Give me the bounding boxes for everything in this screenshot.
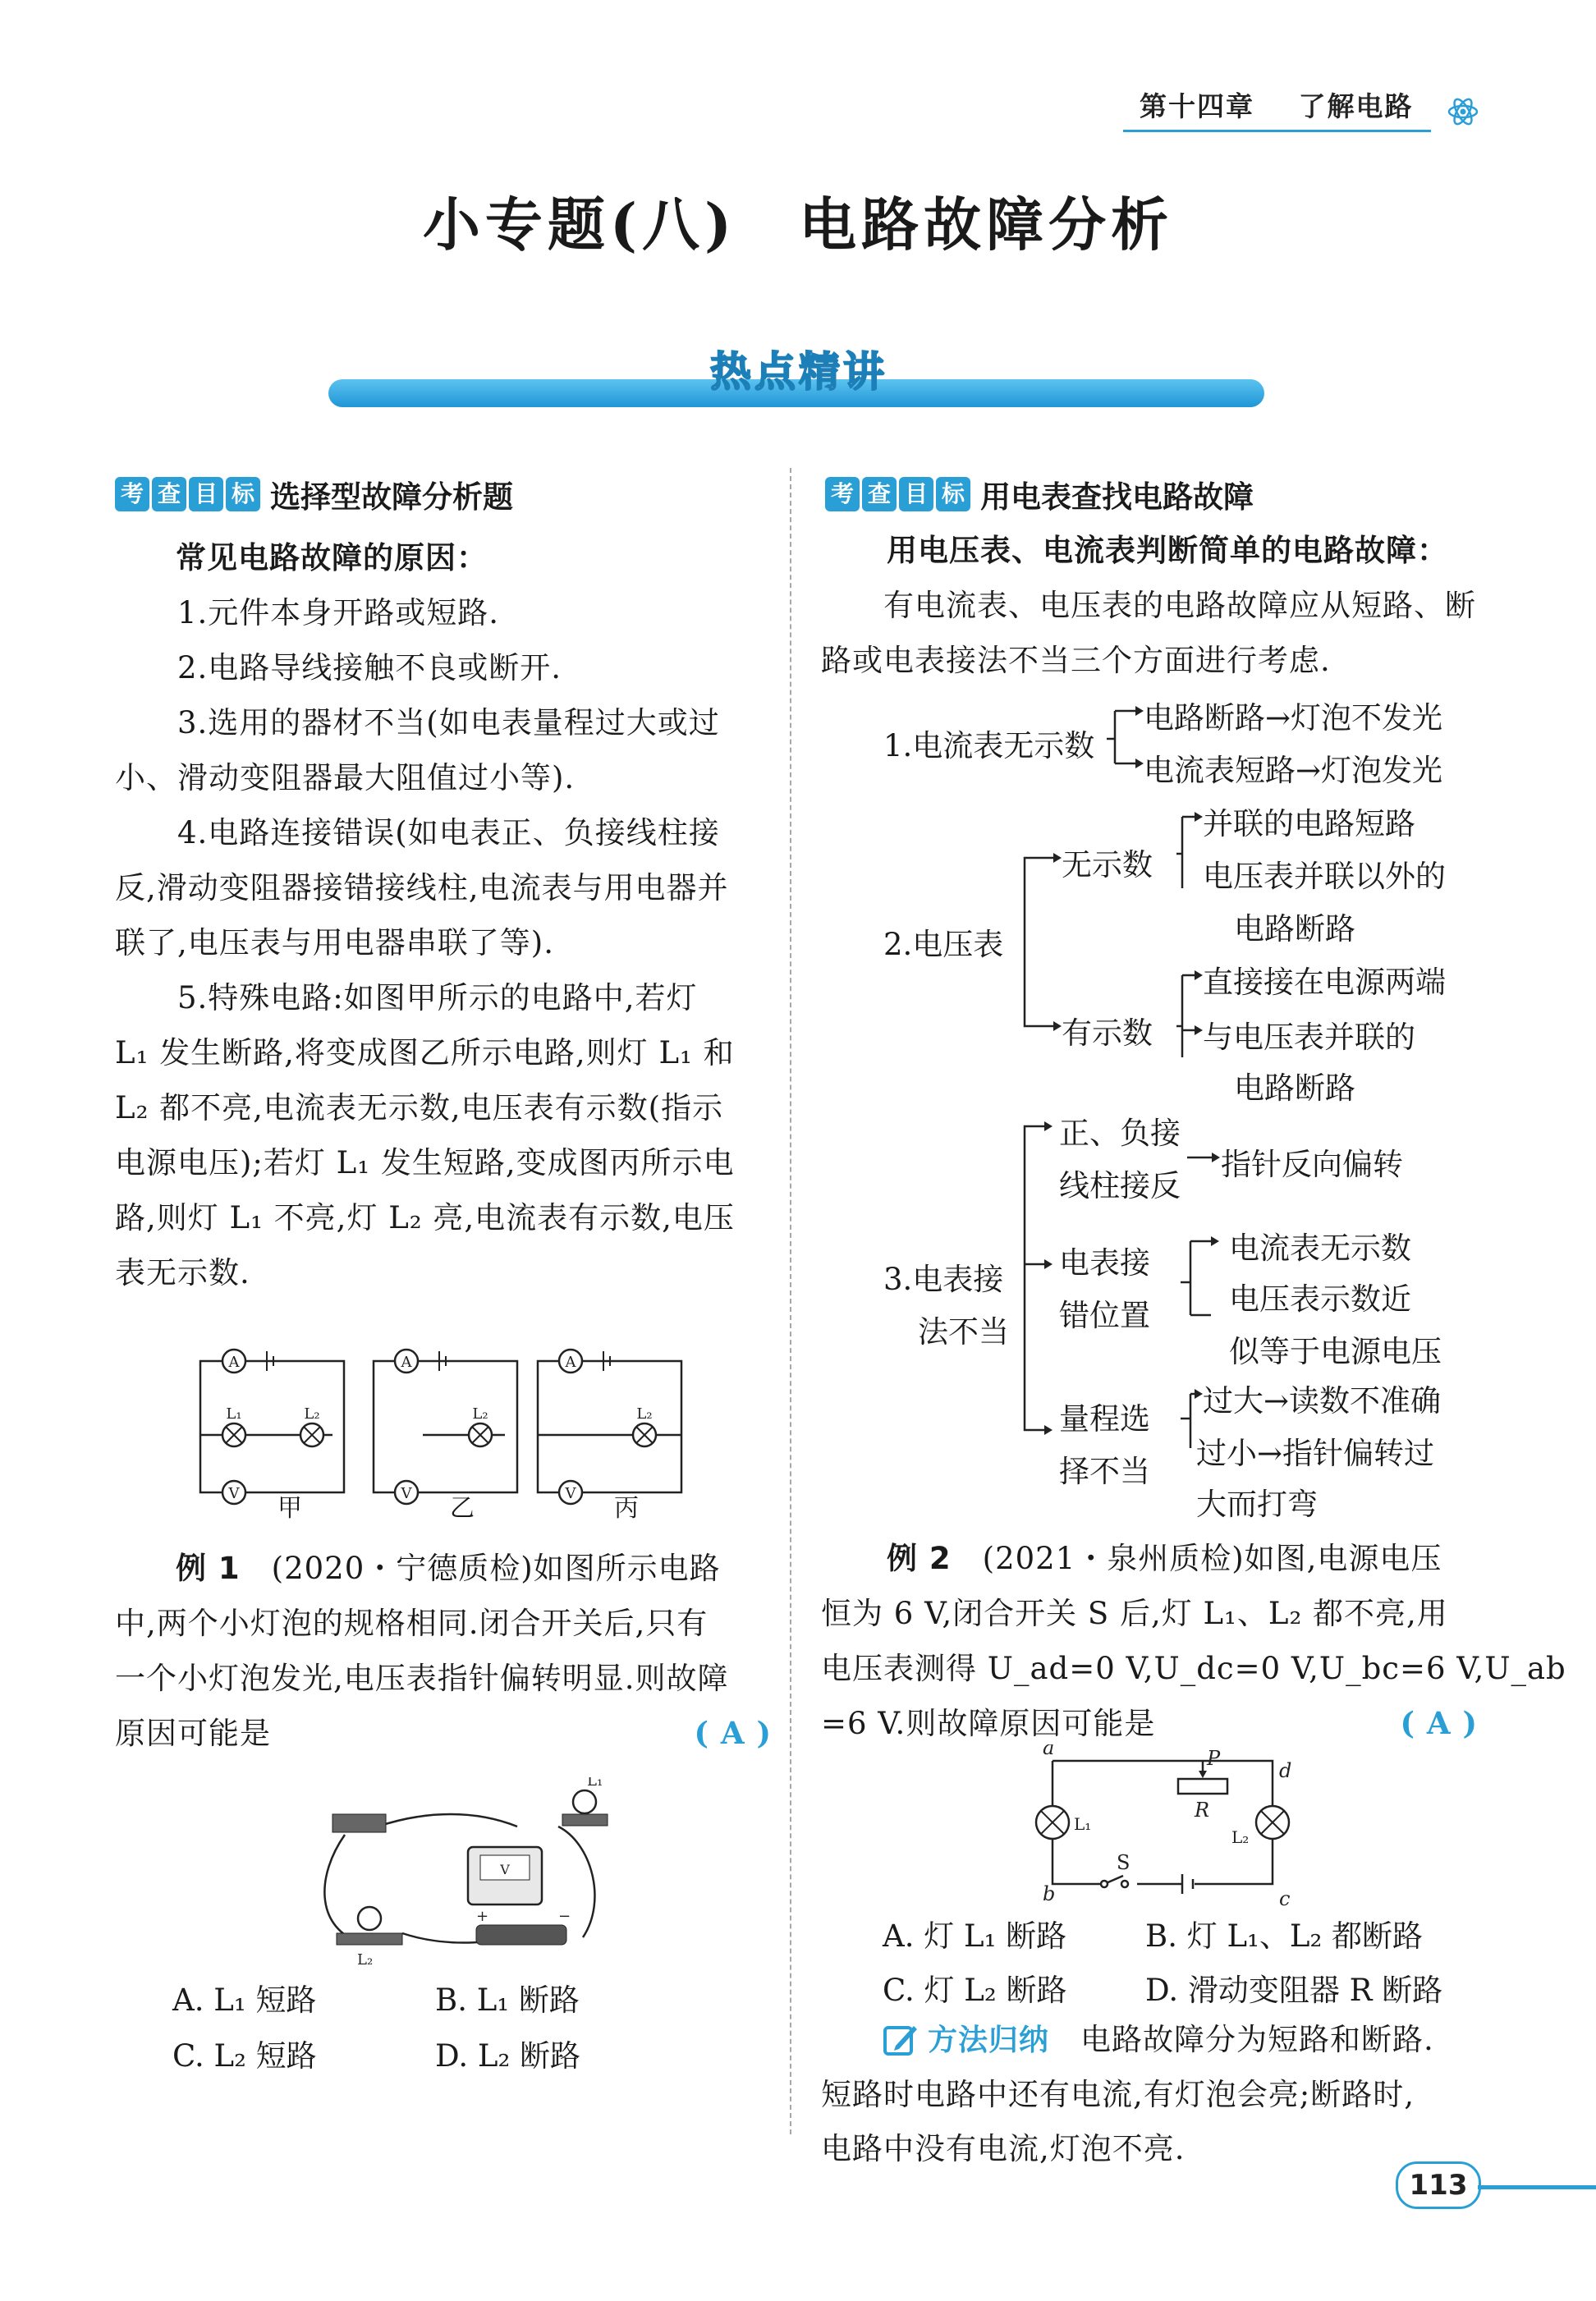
example-2-line: (2021・泉州质检)如图,电源电压 (982, 1541, 1442, 1576)
chapter-number: 第十四章 (1140, 90, 1254, 122)
body-line: 4.电路连接错误(如电表正、负接线柱接 (115, 815, 720, 850)
fig-label-jia: 甲 (277, 1494, 302, 1523)
method-line: 电路中没有电流,灯泡不亮. (821, 2131, 1186, 2166)
banner-label: 热点精讲 (710, 348, 887, 396)
example-1-apparatus-image (312, 1777, 616, 1969)
method-line: 电路故障分为短路和断路. (1080, 2022, 1434, 2057)
svg-text:L₂: L₂ (304, 1405, 320, 1423)
svg-text:L₁: L₁ (226, 1405, 242, 1423)
svg-text:A: A (228, 1354, 240, 1371)
tree-item-2b1: 直接接在电源两端 (1203, 965, 1446, 1000)
tree-item-1: 1.电流表无示数 (883, 728, 1095, 763)
body-line: 反,滑动变阻器接错接线柱,电流表与用电器并 (115, 870, 729, 905)
tree-item-3-cont: 法不当 (918, 1314, 1009, 1350)
tree-item-3: 3.电表接 (883, 1262, 1004, 1297)
body-line: L₂ 都不亮,电流表无示数,电压表有示数(指示 (115, 1090, 724, 1125)
tag-char: 查 (862, 477, 897, 511)
tree-item-2b3: 电路断路 (1234, 1070, 1355, 1106)
tree-item-2: 2.电压表 (883, 927, 1004, 962)
body-line: 5.特殊电路:如图甲所示的电路中,若灯 (115, 980, 698, 1015)
node-b-label: b (1043, 1882, 1056, 1905)
example-1 (115, 1541, 780, 1761)
svg-text:+: + (476, 1908, 489, 1925)
column-divider (790, 468, 791, 2134)
section-title-text: 用电表查找电路故障 (980, 479, 1254, 515)
atom-icon (1447, 95, 1479, 131)
chapter-title: 了解电路 (1298, 90, 1414, 122)
tag-char: 标 (936, 477, 970, 511)
right-heading: 用电压表、电流表判断简单的电路故障： (887, 533, 1448, 568)
body-line: 2.电路导线接触不良或断开. (115, 650, 562, 685)
tag-char: 查 (152, 477, 186, 511)
tree-item-3b-cont: 错位置 (1059, 1298, 1150, 1333)
example-2 (821, 1531, 1566, 1751)
tag-char: 目 (189, 477, 223, 511)
tag-badge (825, 477, 970, 511)
option-b: B. L₁ 断路 (435, 1982, 580, 2018)
rheostat-r-label: R (1195, 1799, 1210, 1822)
tag-char: 考 (825, 477, 860, 511)
switch-s-label: S (1117, 1851, 1130, 1874)
svg-text:V: V (228, 1485, 240, 1502)
example-2-label: 例 2 (887, 1541, 952, 1576)
left-section-title (115, 472, 513, 516)
tree-item-3c-cont: 择不当 (1059, 1454, 1150, 1489)
example-2-line: 电压表测得 U_ad=0 V,U_dc=0 V,U_bc=6 V,U_ab (821, 1651, 1566, 1686)
tree-item-1b: 电流表短路→灯泡发光 (1144, 753, 1443, 788)
tag-char: 标 (226, 477, 260, 511)
tree-item-2a2: 电压表并联以外的 (1203, 859, 1446, 894)
lamp-l2-label: L₂ (1231, 1827, 1250, 1847)
svg-text:L₂: L₂ (636, 1405, 653, 1423)
page-title: 小专题(八) 电路故障分析 (422, 190, 1174, 259)
tree-item-3c-r1: 过大→读数不准确 (1203, 1383, 1442, 1419)
svg-text:L₁: L₁ (587, 1777, 603, 1790)
node-d-label: d (1279, 1759, 1292, 1782)
svg-text:A: A (565, 1354, 576, 1371)
example-1-label: 例 1 (176, 1551, 241, 1586)
tree-item-3b: 电表接 (1059, 1245, 1150, 1281)
lamp-l1-label: L₁ (1074, 1814, 1092, 1834)
tree-item-3a: 正、负接 (1059, 1116, 1181, 1151)
tree-item-3b-r1: 电流表无示数 (1229, 1231, 1411, 1266)
intro-line: 路或电表接法不当三个方面进行考虑. (821, 643, 1331, 678)
svg-text:V: V (401, 1485, 412, 1502)
tree-item-2a: 无示数 (1062, 847, 1153, 882)
body-line: 联了,电压表与用电器串联了等). (115, 925, 554, 960)
tag-badge (115, 477, 260, 511)
tree-item-2b: 有示数 (1062, 1015, 1153, 1051)
section-title-text: 选择型故障分析题 (270, 479, 513, 515)
tree-item-3a-result: 指针反向偏转 (1221, 1147, 1403, 1182)
body-line: L₁ 发生断路,将变成图乙所示电路,则灯 L₁ 和 (115, 1035, 735, 1070)
tree-item-3c: 量程选 (1059, 1401, 1150, 1437)
node-a-label: a (1043, 1744, 1055, 1759)
chapter-header (1140, 85, 1414, 124)
tree-item-1a: 电路断路→灯泡不发光 (1144, 700, 1443, 736)
page-number: 113 (1396, 2161, 1481, 2209)
option-c: C. 灯 L₂ 断路 (883, 1973, 1067, 2008)
tag-char: 考 (115, 477, 149, 511)
slider-p-label: P (1207, 1747, 1221, 1770)
example-2-answer: ( A ) (1400, 1705, 1478, 1741)
tree-item-3b-r2: 电压表示数近 (1229, 1281, 1411, 1317)
option-c: C. L₂ 短路 (172, 2038, 317, 2074)
fig-label-yi: 乙 (450, 1494, 475, 1523)
tree-item-3b-r3: 似等于电源电压 (1229, 1334, 1442, 1369)
tree-item-2a1: 并联的电路短路 (1203, 806, 1415, 841)
right-intro (821, 523, 1486, 688)
left-heading: 常见电路故障的原因： (176, 540, 488, 575)
example-1-line: 一个小灯泡发光,电压表指针偏转明显.则故障 (115, 1661, 729, 1696)
tag-char: 目 (899, 477, 933, 511)
svg-text:L₂: L₂ (357, 1951, 374, 1966)
tree-item-2a3: 电路断路 (1234, 911, 1355, 947)
body-line: 3.选用的器材不当(如电表量程过大或过 (115, 705, 720, 740)
left-body (115, 530, 780, 1300)
body-line: 电源电压);若灯 L₁ 发生短路,变成图丙所示电 (115, 1145, 735, 1180)
example-2-line: 恒为 6 V,闭合开关 S 后,灯 L₁、L₂ 都不亮,用 (821, 1596, 1448, 1631)
example-2-circuit (1026, 1744, 1314, 1912)
node-c-label: c (1279, 1887, 1291, 1909)
example-1-answer: ( A ) (694, 1715, 772, 1751)
right-section-title (825, 472, 1254, 516)
example-1-line: 中,两个小灯泡的规格相同.闭合开关后,只有 (115, 1606, 709, 1641)
option-a: A. 灯 L₁ 断路 (883, 1918, 1067, 1954)
header-underline (1123, 130, 1431, 132)
option-b: B. 灯 L₁、L₂ 都断路 (1145, 1918, 1424, 1954)
body-line: 小、滑动变阻器最大阻值过小等). (115, 760, 576, 795)
body-line: 路,则灯 L₁ 不亮,灯 L₂ 亮,电流表有示数,电压 (115, 1200, 735, 1235)
tree-item-3a-cont: 线柱接反 (1059, 1168, 1181, 1203)
example-1-line: 原因可能是 (115, 1716, 271, 1751)
example-1-line: (2020・宁德质检)如图所示电路 (271, 1551, 721, 1586)
method-line: 短路时电路中还有电流,有灯泡会亮;断路时, (821, 2077, 1415, 2112)
svg-text:L₂: L₂ (472, 1405, 488, 1423)
tree-item-2b2: 与电压表并联的 (1203, 1020, 1415, 1055)
intro-line: 有电流表、电压表的电路故障应从短路、断 (821, 588, 1476, 623)
svg-text:A: A (401, 1354, 412, 1371)
option-d: D. L₂ 断路 (435, 2038, 581, 2074)
option-d: D. 滑动变阻器 R 断路 (1145, 1973, 1443, 2008)
tree-item-3c-r2: 过小→指针偏转过 (1196, 1436, 1435, 1471)
method-title: 方法归纳 (928, 2024, 1050, 2057)
method-summary (821, 2013, 1486, 2176)
tree-item-3c-r3: 大而打弯 (1196, 1487, 1318, 1522)
svg-text:−: − (558, 1908, 571, 1925)
fault-tree (821, 681, 1478, 1527)
body-line: 表无示数. (115, 1255, 250, 1290)
svg-text:V: V (500, 1862, 510, 1877)
option-a: A. L₁ 短路 (172, 1982, 317, 2018)
body-line: 1.元件本身开路或短路. (115, 595, 500, 630)
page-number-line (1478, 2185, 1596, 2189)
svg-text:V: V (565, 1485, 576, 1502)
fig-label-bing: 丙 (614, 1494, 639, 1523)
example-2-line: =6 V.则故障原因可能是 (821, 1706, 1156, 1741)
